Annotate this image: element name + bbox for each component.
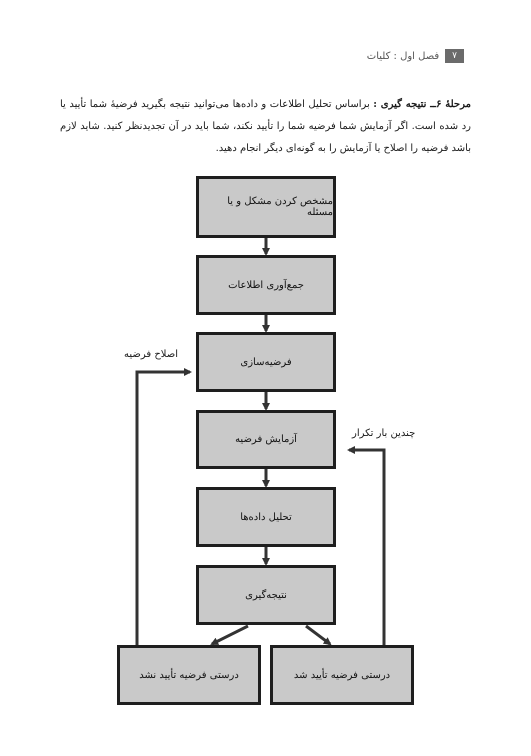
loop-repeat (349, 450, 384, 646)
page-number: ۷ (445, 49, 464, 63)
arrow-to-confirmed (306, 626, 330, 644)
flow-step-collect-info: جمع‌آوری اطلاعات (196, 255, 336, 315)
step-text: براساس تحلیل اطلاعات و داده‌ها می‌توانید نتیجه بگیرید فرضیهٔ شما تأیید یا رد شده است. اگر آزمایش شما فرضیه شما را تأیید نکند، شما باید در آن تجدیدنظر کنید. شاید لازم باشد فرضیه را اصلاح یا آزمایش را به گونه‌ای دیگر انجام دهید. (60, 99, 471, 154)
flow-step-problem: مشخص کردن مشکل و یا مسئله (196, 176, 336, 238)
step-title: مرحلهٔ ۶ــ نتیجه گیری : (373, 99, 471, 110)
outcome-confirmed: درستی فرضیه تأیید شد (270, 645, 414, 705)
label-revise-hypothesis: اصلاح فرضیه (124, 349, 179, 360)
flow-step-conclusion: نتیجه‌گیری (196, 565, 336, 625)
arrow-to-rejected (212, 626, 248, 644)
flow-step-analyze: تحلیل داده‌ها (196, 487, 336, 547)
loop-revise (137, 372, 190, 646)
flow-step-test: آزمایش فرضیه (196, 410, 336, 469)
chapter-title: فصل اول : کلیات (366, 50, 440, 62)
label-repeat: چندین بار تکرار (352, 428, 416, 439)
flow-step-hypothesis: فرضیه‌سازی (196, 332, 336, 392)
outcome-rejected: درستی فرضیه تأیید نشد (117, 645, 261, 705)
